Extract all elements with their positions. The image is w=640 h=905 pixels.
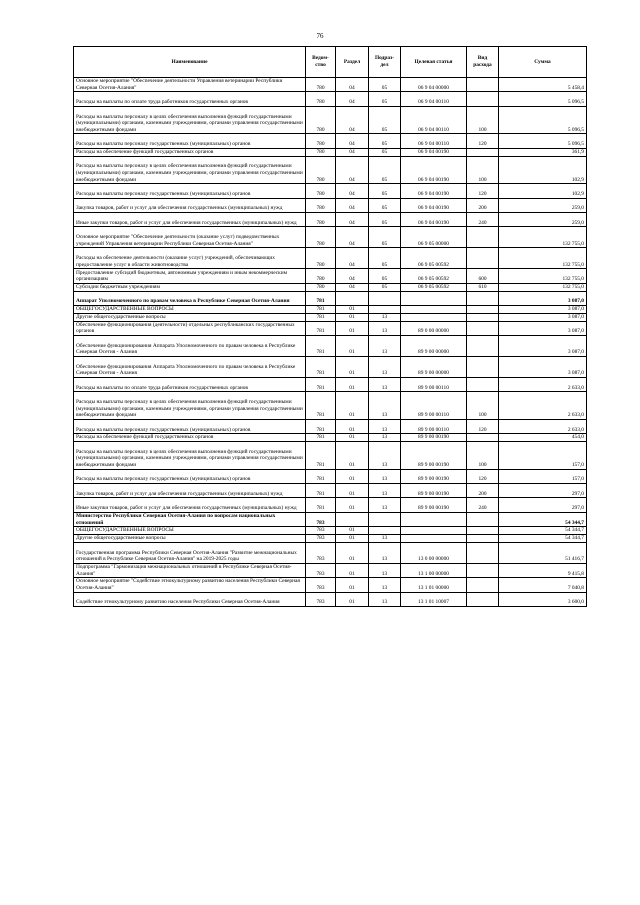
row-podrazdel: 13 bbox=[369, 392, 401, 420]
table-row bbox=[74, 78, 587, 92]
row-razdel: 04 bbox=[336, 227, 369, 248]
row-razdel: 01 bbox=[336, 498, 369, 512]
table-row bbox=[74, 377, 587, 391]
row-target: 89 9 00 00190 bbox=[401, 434, 467, 442]
table-row bbox=[74, 305, 587, 313]
row-target: 89 9 00 00000 bbox=[401, 335, 467, 356]
table-row bbox=[74, 212, 587, 226]
row-razdel: 01 bbox=[336, 578, 369, 592]
table-row bbox=[74, 184, 587, 198]
row-ved: 781 bbox=[306, 442, 336, 470]
row-expense-type bbox=[467, 535, 499, 543]
row-podrazdel: 13 bbox=[369, 469, 401, 483]
row-target: 06 9 04 00190 bbox=[401, 212, 467, 226]
row-ved: 780 bbox=[306, 78, 336, 92]
row-name: Расходы на обеспечение функций государственных органов bbox=[74, 434, 306, 442]
row-target: 06 9 05 00592 bbox=[401, 269, 467, 283]
table-row bbox=[74, 442, 587, 470]
row-sum: 157,0 bbox=[499, 442, 587, 470]
row-name: Расходы на выплаты персоналу в целях обеспечения выполнения функций государственными (муниципальными) органами, казенными учреждениями, органами управления государственными внебюджетными фондами bbox=[74, 392, 306, 420]
row-expense-type bbox=[467, 356, 499, 377]
row-podrazdel: 05 bbox=[369, 92, 401, 106]
table-row bbox=[74, 134, 587, 148]
table-row bbox=[74, 356, 587, 377]
row-sum: 5 096,5 bbox=[499, 92, 587, 106]
row-sum: 132 755,0 bbox=[499, 227, 587, 248]
row-podrazdel bbox=[369, 291, 401, 305]
row-expense-type: 120 bbox=[467, 134, 499, 148]
budget-table bbox=[73, 46, 587, 607]
row-podrazdel: 13 bbox=[369, 484, 401, 498]
row-razdel: 01 bbox=[336, 434, 369, 442]
row-sum: 132 755,0 bbox=[499, 283, 587, 291]
row-sum: 5 458,4 bbox=[499, 78, 587, 92]
row-ved: 783 bbox=[306, 563, 336, 577]
row-name: Расходы на выплаты персоналу государственных (муниципальных) органов bbox=[74, 184, 306, 198]
row-podrazdel bbox=[369, 305, 401, 313]
row-target: 06 9 04 00110 bbox=[401, 106, 467, 134]
row-expense-type bbox=[467, 78, 499, 92]
row-target: 89 9 00 00190 bbox=[401, 469, 467, 483]
row-sum: 102,9 bbox=[499, 184, 587, 198]
row-expense-type bbox=[467, 542, 499, 563]
table-row bbox=[74, 291, 587, 305]
row-expense-type bbox=[467, 592, 499, 606]
row-expense-type: 600 bbox=[467, 269, 499, 283]
row-name: Расходы на выплаты по оплате труда работников государственных органов bbox=[74, 92, 306, 106]
header-target: Целевая статья bbox=[401, 47, 467, 78]
row-razdel: 01 bbox=[336, 392, 369, 420]
row-razdel: 01 bbox=[336, 484, 369, 498]
table-body bbox=[74, 78, 587, 607]
row-expense-type bbox=[467, 148, 499, 156]
row-expense-type: 120 bbox=[467, 469, 499, 483]
row-name: Основное мероприятие "Обеспечение деятельности (оказание услуг) подведомственных учреждений Управления ветеринарии Республики Северная Осетия-Алания" bbox=[74, 227, 306, 248]
table-row bbox=[74, 227, 587, 248]
row-name: Предоставление субсидий бюджетным, автономным учреждениям и иным некоммерческим организациям bbox=[74, 269, 306, 283]
row-expense-type bbox=[467, 313, 499, 321]
table-row bbox=[74, 563, 587, 577]
row-podrazdel: 13 bbox=[369, 563, 401, 577]
row-name: Содействие этнокультурному развитию населения Республики Северная Осетия-Алания bbox=[74, 592, 306, 606]
row-name: Иные закупки товаров, работ и услуг для обеспечения государственных (муниципальных) нужд bbox=[74, 212, 306, 226]
row-podrazdel: 05 bbox=[369, 283, 401, 291]
row-ved: 783 bbox=[306, 527, 336, 535]
row-ved: 781 bbox=[306, 484, 336, 498]
row-podrazdel bbox=[369, 512, 401, 526]
row-sum: 2 633,0 bbox=[499, 392, 587, 420]
row-razdel: 01 bbox=[336, 321, 369, 335]
row-name: Закупка товаров, работ и услуг для обеспечения государственных (муниципальных) нужд bbox=[74, 198, 306, 212]
row-razdel: 01 bbox=[336, 356, 369, 377]
row-podrazdel: 05 bbox=[369, 156, 401, 184]
row-razdel: 04 bbox=[336, 78, 369, 92]
row-podrazdel: 13 bbox=[369, 335, 401, 356]
row-razdel: 04 bbox=[336, 198, 369, 212]
row-sum: 7 040,8 bbox=[499, 578, 587, 592]
row-target: 89 9 00 00000 bbox=[401, 356, 467, 377]
row-razdel bbox=[336, 291, 369, 305]
row-podrazdel: 13 bbox=[369, 377, 401, 391]
row-name: Расходы на выплаты персоналу в целях обеспечения выполнения функций государственными (муниципальными) органами, казенными учреждениями, органами управления государственными внебюджетными фондами bbox=[74, 442, 306, 470]
row-name: Другие общегосударственные вопросы bbox=[74, 313, 306, 321]
row-podrazdel: 05 bbox=[369, 212, 401, 226]
row-sum: 259,0 bbox=[499, 198, 587, 212]
row-expense-type bbox=[467, 248, 499, 269]
row-ved: 780 bbox=[306, 227, 336, 248]
row-podrazdel: 13 bbox=[369, 592, 401, 606]
row-target: 89 9 00 00190 bbox=[401, 498, 467, 512]
row-target: 06 9 04 00110 bbox=[401, 92, 467, 106]
row-name: Другие общегосударственные вопросы bbox=[74, 535, 306, 543]
row-sum: 3 087,0 bbox=[499, 356, 587, 377]
row-name: Расходы на выплаты персоналу в целях обеспечения выполнения функций государственными (муниципальными) органами, казенными учреждениями, органами управления государственными внебюджетными фондами bbox=[74, 156, 306, 184]
row-sum: 5 096,5 bbox=[499, 134, 587, 148]
row-sum: 259,0 bbox=[499, 212, 587, 226]
row-ved: 783 bbox=[306, 578, 336, 592]
row-expense-type bbox=[467, 305, 499, 313]
row-name: Расходы на выплаты персоналу государственных (муниципальных) органов bbox=[74, 419, 306, 433]
row-sum: 9 415,8 bbox=[499, 563, 587, 577]
row-name: Расходы на выплаты персоналу в целях обеспечения выполнения функций государственными (муниципальными) органами, казенными учреждениями, органами управления государственными внебюджетными фондами bbox=[74, 106, 306, 134]
row-expense-type bbox=[467, 527, 499, 535]
row-name: Обеспечение функционирования Аппарата Уполномоченного по правам человека в Республике Северная Осетия - Алания bbox=[74, 335, 306, 356]
row-podrazdel: 13 bbox=[369, 419, 401, 433]
row-target: 89 9 00 00110 bbox=[401, 392, 467, 420]
row-razdel: 01 bbox=[336, 469, 369, 483]
row-sum: 297,0 bbox=[499, 498, 587, 512]
row-podrazdel: 13 bbox=[369, 578, 401, 592]
row-target bbox=[401, 512, 467, 526]
row-ved: 780 bbox=[306, 106, 336, 134]
row-ved: 781 bbox=[306, 434, 336, 442]
row-ved: 781 bbox=[306, 321, 336, 335]
row-ved: 780 bbox=[306, 148, 336, 156]
row-sum: 454,0 bbox=[499, 434, 587, 442]
row-ved: 780 bbox=[306, 92, 336, 106]
row-name: Государственная программа Республики Северная Осетия-Алания "Развитие межнациональных отношений в Республике Северная Осетия-Алания" на 2019-2025 годы bbox=[74, 542, 306, 563]
row-name: Министерство Республики Северная Осетия-Алания по вопросам национальных отношений bbox=[74, 512, 306, 526]
table-row bbox=[74, 106, 587, 134]
row-expense-type bbox=[467, 92, 499, 106]
row-expense-type: 610 bbox=[467, 283, 499, 291]
row-target: 89 0 00 00000 bbox=[401, 321, 467, 335]
row-razdel: 01 bbox=[336, 419, 369, 433]
header-podrazdel: Подраз- дел bbox=[369, 47, 401, 78]
table-row bbox=[74, 498, 587, 512]
row-podrazdel: 13 bbox=[369, 542, 401, 563]
row-sum: 361,9 bbox=[499, 148, 587, 156]
row-sum: 3 087,0 bbox=[499, 321, 587, 335]
header-ved: Ведом- ство bbox=[306, 47, 336, 78]
row-podrazdel: 13 bbox=[369, 356, 401, 377]
row-target bbox=[401, 313, 467, 321]
row-expense-type bbox=[467, 512, 499, 526]
row-podrazdel: 05 bbox=[369, 134, 401, 148]
row-sum: 5 096,5 bbox=[499, 106, 587, 134]
row-ved: 780 bbox=[306, 283, 336, 291]
table-row bbox=[74, 592, 587, 606]
row-razdel: 01 bbox=[336, 542, 369, 563]
row-podrazdel: 05 bbox=[369, 106, 401, 134]
row-podrazdel: 05 bbox=[369, 248, 401, 269]
row-target: 89 9 00 00110 bbox=[401, 377, 467, 391]
row-razdel: 01 bbox=[336, 442, 369, 470]
row-ved: 781 bbox=[306, 392, 336, 420]
row-name: ОБЩЕГОСУДАРСТВЕННЫЕ ВОПРОСЫ bbox=[74, 527, 306, 535]
row-expense-type bbox=[467, 291, 499, 305]
row-target bbox=[401, 527, 467, 535]
row-sum: 3 600,0 bbox=[499, 592, 587, 606]
row-name: Основное мероприятие "Содействие этнокультурному развитию населения Республики Северная Осетия-Алания" bbox=[74, 578, 306, 592]
row-name: Субсидии бюджетным учреждениям bbox=[74, 283, 306, 291]
row-sum: 3 087,0 bbox=[499, 291, 587, 305]
row-podrazdel: 05 bbox=[369, 78, 401, 92]
row-expense-type bbox=[467, 563, 499, 577]
table-row bbox=[74, 156, 587, 184]
table-row bbox=[74, 92, 587, 106]
row-expense-type: 120 bbox=[467, 419, 499, 433]
table-row bbox=[74, 198, 587, 212]
table-row bbox=[74, 269, 587, 283]
row-expense-type bbox=[467, 335, 499, 356]
row-expense-type: 120 bbox=[467, 184, 499, 198]
row-target: 89 9 00 00190 bbox=[401, 484, 467, 498]
row-ved: 780 bbox=[306, 198, 336, 212]
row-name: Расходы на обеспечение функций государственных органов bbox=[74, 148, 306, 156]
row-sum: 3 087,0 bbox=[499, 305, 587, 313]
header-name: Наименование bbox=[74, 47, 306, 78]
table-row bbox=[74, 419, 587, 433]
row-razdel: 04 bbox=[336, 92, 369, 106]
row-razdel: 04 bbox=[336, 134, 369, 148]
row-razdel: 01 bbox=[336, 592, 369, 606]
table-row bbox=[74, 578, 587, 592]
row-expense-type: 100 bbox=[467, 156, 499, 184]
table-row bbox=[74, 148, 587, 156]
row-ved: 783 bbox=[306, 592, 336, 606]
header-sum: Сумма bbox=[499, 47, 587, 78]
row-name: Расходы на выплаты по оплате труда работников государственных органов bbox=[74, 377, 306, 391]
row-target: 13 0 00 00000 bbox=[401, 542, 467, 563]
row-expense-type: 100 bbox=[467, 392, 499, 420]
row-sum: 2 633,0 bbox=[499, 377, 587, 391]
row-razdel: 01 bbox=[336, 335, 369, 356]
row-target: 06 9 04 00190 bbox=[401, 198, 467, 212]
table-header-row bbox=[74, 47, 587, 78]
table-row bbox=[74, 248, 587, 269]
row-razdel: 04 bbox=[336, 212, 369, 226]
table-row bbox=[74, 469, 587, 483]
row-name: Закупка товаров, работ и услуг для обеспечения государственных (муниципальных) нужд bbox=[74, 484, 306, 498]
row-target: 06 9 04 00110 bbox=[401, 134, 467, 148]
table-row bbox=[74, 527, 587, 535]
row-target: 06 9 05 00000 bbox=[401, 227, 467, 248]
row-razdel: 04 bbox=[336, 269, 369, 283]
row-ved: 781 bbox=[306, 305, 336, 313]
row-podrazdel: 05 bbox=[369, 148, 401, 156]
row-ved: 780 bbox=[306, 269, 336, 283]
row-razdel bbox=[336, 512, 369, 526]
table-row bbox=[74, 335, 587, 356]
row-name: ОБЩЕГОСУДАРСТВЕННЫЕ ВОПРОСЫ bbox=[74, 305, 306, 313]
row-ved: 780 bbox=[306, 184, 336, 198]
row-sum: 157,0 bbox=[499, 469, 587, 483]
row-razdel: 01 bbox=[336, 563, 369, 577]
table-row bbox=[74, 392, 587, 420]
row-podrazdel: 05 bbox=[369, 184, 401, 198]
row-razdel: 04 bbox=[336, 248, 369, 269]
row-podrazdel: 05 bbox=[369, 198, 401, 212]
table-row bbox=[74, 512, 587, 526]
row-ved: 780 bbox=[306, 212, 336, 226]
row-ved: 781 bbox=[306, 469, 336, 483]
row-ved: 783 bbox=[306, 512, 336, 526]
row-target: 06 9 04 00000 bbox=[401, 78, 467, 92]
row-podrazdel bbox=[369, 527, 401, 535]
row-sum: 132 755,0 bbox=[499, 269, 587, 283]
row-expense-type: 240 bbox=[467, 212, 499, 226]
row-sum: 54 344,7 bbox=[499, 512, 587, 526]
row-target bbox=[401, 291, 467, 305]
row-target: 06 9 04 00190 bbox=[401, 148, 467, 156]
row-podrazdel: 13 bbox=[369, 535, 401, 543]
row-target: 13 1 00 00000 bbox=[401, 563, 467, 577]
row-podrazdel: 05 bbox=[369, 227, 401, 248]
row-expense-type: 240 bbox=[467, 498, 499, 512]
row-target: 06 9 05 00592 bbox=[401, 283, 467, 291]
table-row bbox=[74, 542, 587, 563]
row-podrazdel: 13 bbox=[369, 434, 401, 442]
row-ved: 781 bbox=[306, 419, 336, 433]
table-row bbox=[74, 283, 587, 291]
row-razdel: 01 bbox=[336, 313, 369, 321]
row-name: Обеспечение функционирования (деятельности) отдельных республиканских государственных органов bbox=[74, 321, 306, 335]
row-sum: 51 416,7 bbox=[499, 542, 587, 563]
row-sum: 54 344,7 bbox=[499, 535, 587, 543]
row-expense-type: 200 bbox=[467, 198, 499, 212]
row-sum: 297,0 bbox=[499, 484, 587, 498]
row-sum: 3 087,0 bbox=[499, 313, 587, 321]
row-podrazdel: 13 bbox=[369, 321, 401, 335]
page-number: 76 bbox=[316, 32, 324, 40]
row-target bbox=[401, 305, 467, 313]
row-name: Расходы на обеспечение деятельности (оказание услуг) учреждений, обеспечивающих предоставление услуг в области животноводства bbox=[74, 248, 306, 269]
row-expense-type bbox=[467, 434, 499, 442]
row-name: Подпрограмма "Гармонизация межнациональных отношений в Республике Северная Осетия-Алания" bbox=[74, 563, 306, 577]
row-razdel: 01 bbox=[336, 305, 369, 313]
row-expense-type bbox=[467, 578, 499, 592]
row-target bbox=[401, 535, 467, 543]
row-ved: 780 bbox=[306, 134, 336, 148]
row-target: 13 1 01 10007 bbox=[401, 592, 467, 606]
row-name: Основное мероприятие "Обеспечение деятельности Управления ветеринарии Республики Северная Осетия-Алания" bbox=[74, 78, 306, 92]
row-ved: 783 bbox=[306, 542, 336, 563]
row-sum: 102,9 bbox=[499, 156, 587, 184]
row-razdel: 01 bbox=[336, 377, 369, 391]
row-ved: 783 bbox=[306, 535, 336, 543]
row-sum: 132 755,0 bbox=[499, 248, 587, 269]
row-name: Аппарат Уполномоченного по правам человека в Республике Северная Осетия-Алания bbox=[74, 291, 306, 305]
table-row bbox=[74, 484, 587, 498]
row-sum: 2 633,0 bbox=[499, 419, 587, 433]
header-expense-type: Вид расхода bbox=[467, 47, 499, 78]
row-name: Обеспечение функционирования Аппарата Уполномоченного по правам человека в Республике Северная Осетия - Алания bbox=[74, 356, 306, 377]
row-ved: 781 bbox=[306, 313, 336, 321]
row-expense-type bbox=[467, 227, 499, 248]
row-ved: 781 bbox=[306, 377, 336, 391]
table-row bbox=[74, 321, 587, 335]
row-podrazdel: 13 bbox=[369, 498, 401, 512]
row-ved: 780 bbox=[306, 248, 336, 269]
row-expense-type bbox=[467, 321, 499, 335]
row-ved: 781 bbox=[306, 498, 336, 512]
row-sum: 3 087,0 bbox=[499, 335, 587, 356]
row-razdel: 01 bbox=[336, 535, 369, 543]
row-name: Расходы на выплаты персоналу государственных (муниципальных) органов bbox=[74, 134, 306, 148]
row-razdel: 04 bbox=[336, 184, 369, 198]
row-expense-type: 100 bbox=[467, 442, 499, 470]
row-name: Иные закупки товаров, работ и услуг для обеспечения государственных (муниципальных) нужд bbox=[74, 498, 306, 512]
row-target: 06 9 04 00190 bbox=[401, 184, 467, 198]
table-row bbox=[74, 434, 587, 442]
row-target: 06 9 04 00190 bbox=[401, 156, 467, 184]
row-expense-type: 100 bbox=[467, 106, 499, 134]
row-target: 13 1 01 00000 bbox=[401, 578, 467, 592]
row-ved: 781 bbox=[306, 291, 336, 305]
row-podrazdel: 05 bbox=[369, 269, 401, 283]
table-row bbox=[74, 313, 587, 321]
row-ved: 780 bbox=[306, 156, 336, 184]
row-razdel: 01 bbox=[336, 527, 369, 535]
table-row bbox=[74, 535, 587, 543]
row-expense-type: 200 bbox=[467, 484, 499, 498]
row-razdel: 04 bbox=[336, 148, 369, 156]
row-target: 89 9 00 00190 bbox=[401, 442, 467, 470]
row-razdel: 04 bbox=[336, 283, 369, 291]
header-razdel: Раздел bbox=[336, 47, 369, 78]
row-podrazdel: 13 bbox=[369, 313, 401, 321]
row-ved: 781 bbox=[306, 356, 336, 377]
row-razdel: 04 bbox=[336, 156, 369, 184]
row-name: Расходы на выплаты персоналу государственных (муниципальных) органов bbox=[74, 469, 306, 483]
row-ved: 781 bbox=[306, 335, 336, 356]
row-sum: 54 344,7 bbox=[499, 527, 587, 535]
row-expense-type bbox=[467, 377, 499, 391]
row-target: 89 9 00 00110 bbox=[401, 419, 467, 433]
row-target: 06 9 05 00592 bbox=[401, 248, 467, 269]
row-razdel: 04 bbox=[336, 106, 369, 134]
row-podrazdel: 13 bbox=[369, 442, 401, 470]
